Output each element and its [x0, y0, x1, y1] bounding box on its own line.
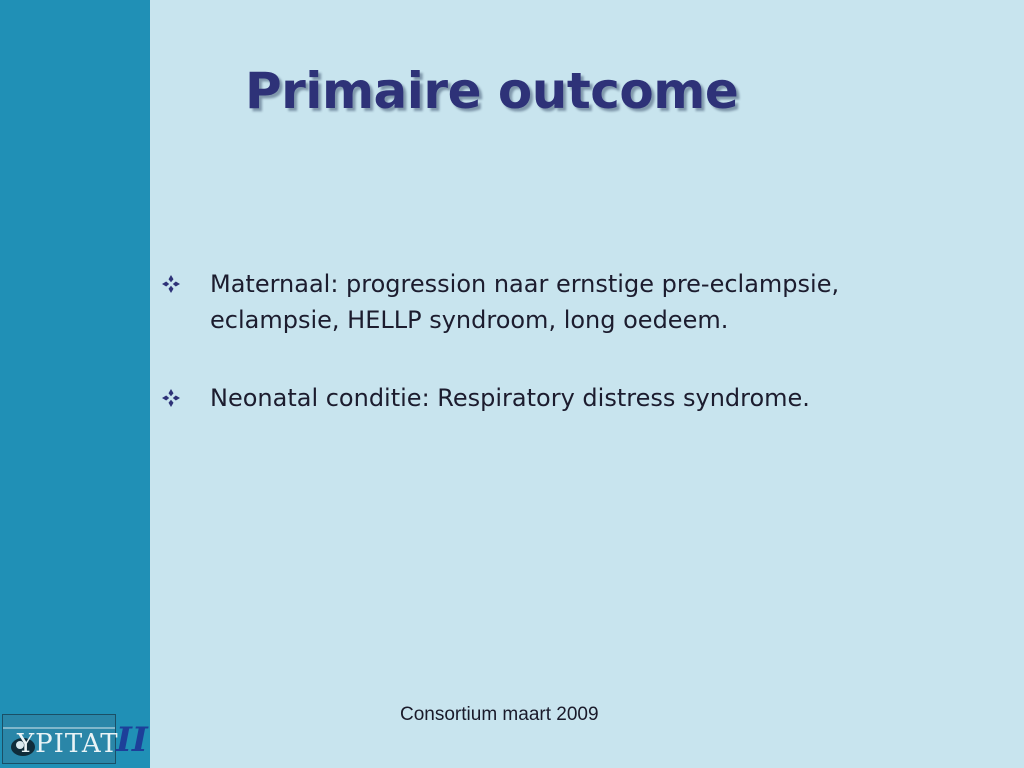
logo-text: YPITAT	[17, 729, 119, 759]
logo-box	[2, 714, 119, 764]
bullet-list	[160, 266, 980, 458]
hypitat-logo	[0, 708, 155, 768]
slide-title: Primaire outcome	[245, 62, 739, 120]
left-sidebar-band	[0, 0, 150, 768]
bullet-text-line: eclampsie, HELLP syndroom, long oedeem.	[210, 306, 729, 334]
bullet-item-maternal	[160, 266, 980, 338]
bullet-text-line: Maternaal: progression naar ernstige pre-eclampsie,	[210, 270, 840, 298]
diamond-bullet-icon	[162, 275, 180, 293]
bullet-text-line: Neonatal conditie: Respiratory distress syndrome.	[210, 384, 810, 412]
bullet-item-neonatal	[160, 380, 980, 416]
logo-roman-numeral: II	[116, 720, 148, 760]
footer-text: Consortium maart 2009	[400, 704, 599, 725]
diamond-bullet-icon	[162, 389, 180, 407]
